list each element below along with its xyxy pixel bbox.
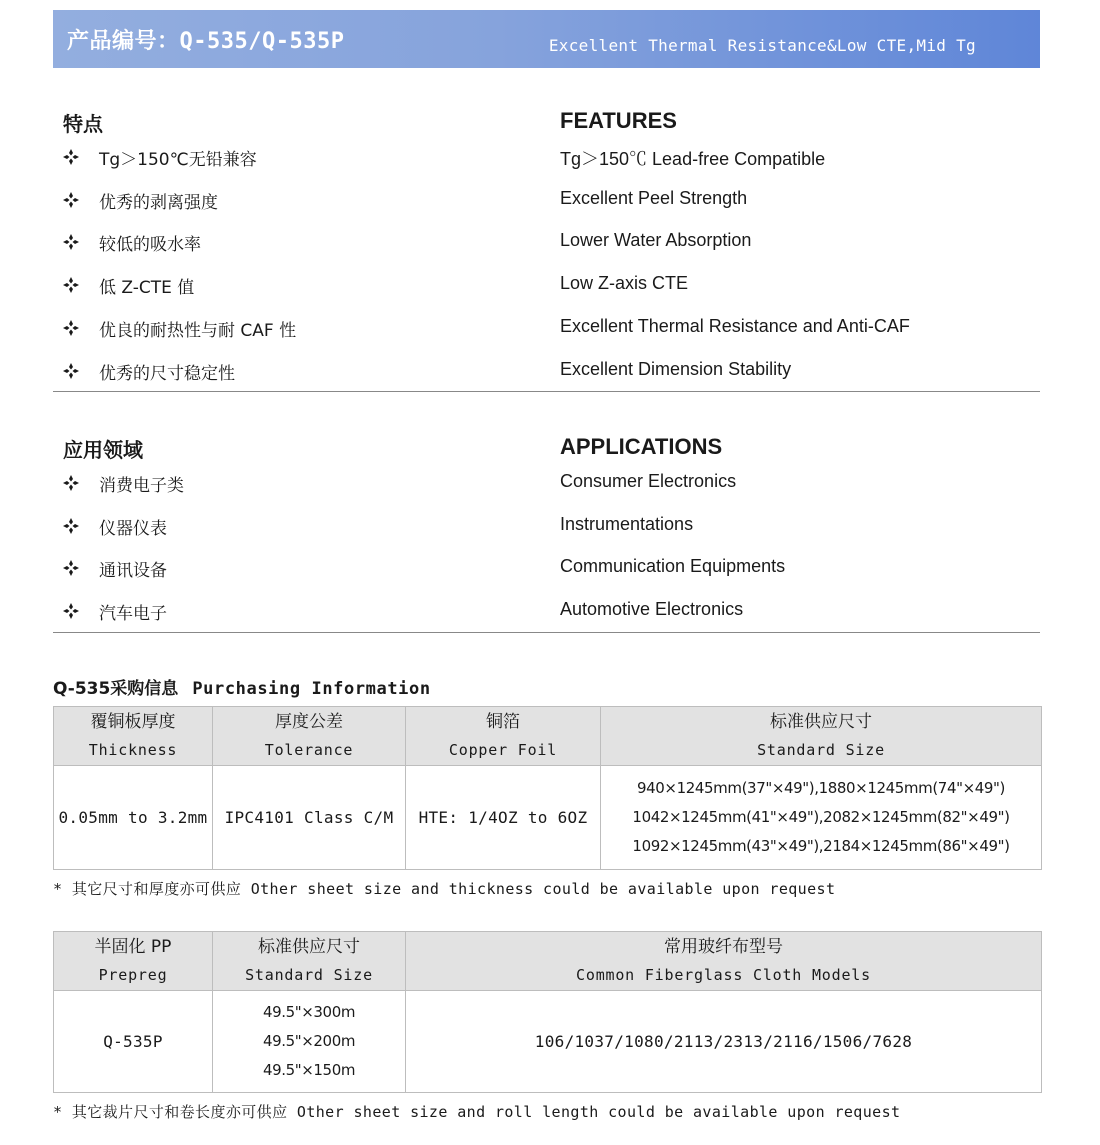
diamond-bullet-icon	[62, 362, 80, 380]
diamond-bullet-icon	[62, 191, 80, 209]
features-item-en: Tg＞150℃ Lead-free Compatible	[560, 149, 826, 169]
applications-item-cn: 仪器仪表	[99, 518, 167, 539]
prepreg-table	[53, 931, 1042, 1093]
header-thickness: 覆铜板厚度 Thickness	[54, 707, 213, 766]
laminate-note: * 其它尺寸和厚度亦可供应 Other sheet size and thickness could be available upon request	[53, 880, 836, 898]
prepreg-table-row	[54, 991, 1042, 1093]
prepreg-table-header	[54, 932, 1042, 991]
cell-copper-foil: HTE: 1/4OZ to 6OZ	[406, 766, 601, 870]
applications-item-cn: 通讯设备	[99, 561, 167, 582]
applications-item-en: Communication Equipments	[560, 556, 786, 577]
applications-item	[62, 471, 1040, 501]
size-line: 49.5"×200m	[262, 1032, 356, 1050]
features-item-cn: 低 Z-CTE 值	[99, 278, 195, 299]
cell-thickness: 0.05mm to 3.2mm	[54, 766, 213, 870]
header-copper-foil: 铜箔 Copper Foil	[406, 707, 601, 766]
applications-item-en: Automotive Electronics	[560, 599, 744, 620]
diamond-bullet-icon	[62, 233, 80, 251]
applications-item-en: Consumer Electronics	[560, 471, 737, 491]
applications-item-cn: 消费电子类	[99, 476, 184, 496]
features-item	[62, 359, 1040, 389]
diamond-bullet-icon	[62, 602, 80, 620]
purchasing-title-cn: Q-535采购信息	[53, 679, 179, 699]
laminate-table-row	[54, 766, 1042, 870]
features-item	[62, 230, 1040, 260]
features-title-en: FEATURES	[560, 108, 677, 133]
features-item-cn: 优良的耐热性与耐 CAF 性	[99, 320, 297, 341]
applications-item	[62, 514, 1040, 544]
features-item-en: Lower Water Absorption	[560, 230, 752, 251]
features-item-en: Excellent Thermal Resistance and Anti-CAF	[560, 315, 910, 336]
applications-item-cn: 汽车电子	[99, 604, 167, 625]
applications-item	[62, 599, 1040, 629]
cell-standard-sizes	[601, 766, 1042, 870]
header-tolerance: 厚度公差 Tolerance	[213, 707, 406, 766]
laminate-table	[53, 706, 1042, 870]
cell-tolerance: IPC4101 Class C/M	[213, 766, 406, 870]
cell-prepreg-sizes	[213, 991, 406, 1093]
diamond-bullet-icon	[62, 319, 80, 337]
features-item-en: Low Z-axis CTE	[560, 273, 689, 294]
header-banner	[53, 10, 1040, 68]
header-prepreg: 半固化 PP Prepreg	[54, 932, 213, 991]
applications-item-en: Instrumentations	[560, 513, 694, 534]
header-standard-size: 标准供应尺寸 Standard Size	[601, 707, 1042, 766]
diamond-bullet-icon	[62, 559, 80, 577]
features-item-en: Excellent Dimension Stability	[560, 358, 792, 379]
features-item	[62, 188, 1040, 218]
size-line: 49.5"×300m	[262, 1003, 356, 1021]
cell-cloth-models: 106/1037/1080/2113/2313/2116/1506/7628	[406, 991, 1042, 1093]
size-line: 1042×1245mm(41"×49"),2082×1245mm(82"×49")	[632, 808, 1010, 826]
banner-tagline: Excellent Thermal Resistance&Low CTE,Mid Tg	[548, 36, 976, 55]
applications-title-cn: 应用领域	[63, 438, 143, 462]
diamond-bullet-icon	[62, 474, 80, 492]
applications-divider	[53, 632, 1040, 633]
features-item	[62, 273, 1040, 303]
header-cloth-models: 常用玻纤布型号 Common Fiberglass Cloth Models	[406, 932, 1042, 991]
features-title-cn: 特点	[63, 112, 103, 136]
header-prepreg-size: 标准供应尺寸 Standard Size	[213, 932, 406, 991]
purchasing-title	[53, 674, 431, 699]
size-line: 1092×1245mm(43"×49"),2184×1245mm(86"×49")	[632, 837, 1010, 855]
features-item-cn: 较低的吸水率	[99, 235, 201, 256]
prepreg-note: * 其它裁片尺寸和卷长度亦可供应 Other sheet size and roll length could be available upon request	[53, 1103, 901, 1121]
features-item	[62, 145, 1040, 175]
product-number: 产品编号：Q-535/Q-535P	[67, 29, 345, 54]
applications-item	[62, 556, 1040, 586]
diamond-bullet-icon	[62, 148, 80, 166]
features-item	[62, 316, 1040, 346]
features-item-cn: 优秀的剥离强度	[99, 192, 218, 213]
features-divider	[53, 391, 1040, 392]
features-item-en: Excellent Peel Strength	[560, 187, 748, 208]
applications-title-en: APPLICATIONS	[560, 434, 723, 459]
cell-prepreg: Q-535P	[54, 991, 213, 1093]
size-line: 49.5"×150m	[262, 1061, 356, 1079]
features-item-cn: 优秀的尺寸稳定性	[99, 363, 235, 384]
size-line: 940×1245mm(37"×49"),1880×1245mm(74"×49")	[637, 779, 1005, 797]
diamond-bullet-icon	[62, 517, 80, 535]
laminate-table-header	[54, 707, 1042, 766]
diamond-bullet-icon	[62, 276, 80, 294]
features-item-cn: Tg＞150℃无铅兼容	[99, 150, 257, 170]
purchasing-title-en: Purchasing Information	[192, 679, 431, 699]
